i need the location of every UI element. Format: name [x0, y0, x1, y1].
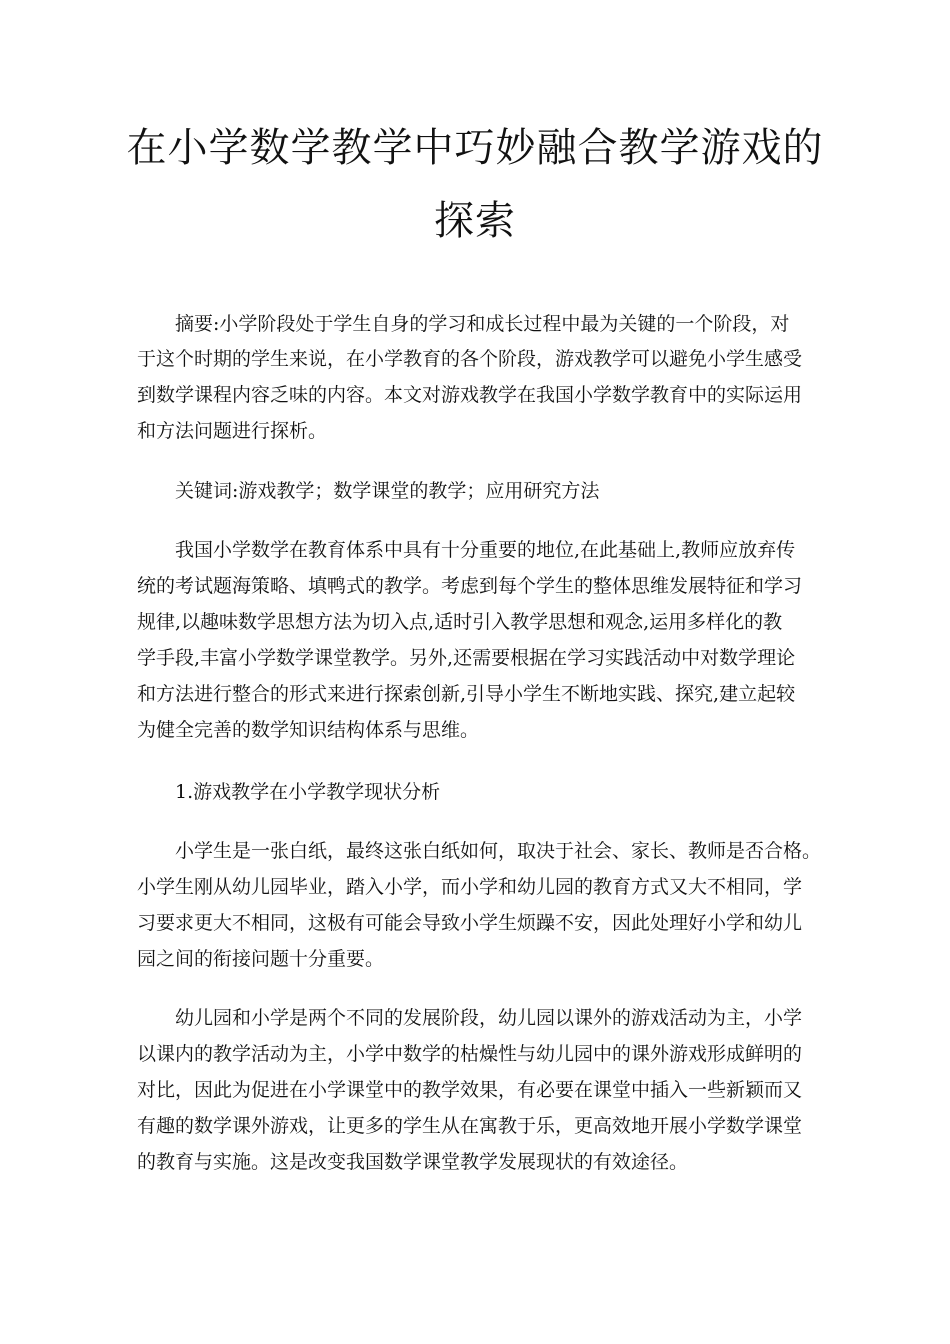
- abstract-line: 于这个时期的学生来说，在小学教育的各个阶段，游戏教学可以避免小学生感受: [137, 348, 803, 370]
- para2-line: 幼儿园和小学是两个不同的发展阶段，幼儿园以课外的游戏活动为主，小学: [175, 1007, 803, 1029]
- intro-line: 规律,以趣味数学思想方法为切入点,适时引入教学思想和观念,运用多样化的教: [137, 611, 783, 633]
- para2-line: 的教育与实施。这是改变我国数学课堂教学发展现状的有效途径。: [137, 1151, 689, 1173]
- abstract-line: 和方法问题进行探析。: [137, 420, 328, 442]
- para1-line: 习要求更大不相同，这极有可能会导致小学生烦躁不安，因此处理好小学和幼儿: [137, 912, 803, 934]
- para2-line: 有趣的数学课外游戏，让更多的学生从在寓教于乐，更高效地开展小学数学课堂: [137, 1115, 803, 1137]
- section-heading: 1.游戏教学在小学教学现状分析: [175, 781, 441, 803]
- para2-line: 对比，因此为促进在小学课堂中的教学效果，有必要在课堂中插入一些新颖而又: [137, 1079, 803, 1101]
- para2-line: 以课内的教学活动为主，小学中数学的枯燥性与幼儿园中的课外游戏形成鲜明的: [137, 1043, 803, 1065]
- abstract-line: 到数学课程内容乏味的内容。本文对游戏教学在我国小学数学教育中的实际运用: [137, 384, 803, 406]
- intro-line: 为健全完善的数学知识结构体系与思维。: [137, 719, 480, 741]
- intro-line: 学手段,丰富小学数学课堂教学。另外,还需要根据在学习实践活动中对数学理论: [137, 647, 796, 669]
- abstract-line: 摘要:小学阶段处于学生自身的学习和成长过程中最为关键的一个阶段，对: [175, 313, 790, 335]
- para1-line: 小学生是一张白纸，最终这张白纸如何，取决于社会、家长、教师是否合格。: [175, 840, 822, 862]
- title-line-1: 在小学数学教学中巧妙融合教学游戏的: [126, 125, 824, 171]
- intro-line: 统的考试题海策略、填鸭式的教学。考虑到每个学生的整体思维发展特征和学习: [137, 575, 803, 597]
- para1-line: 园之间的衔接问题十分重要。: [137, 948, 385, 970]
- intro-line: 我国小学数学在教育体系中具有十分重要的地位,在此基础上,教师应放弃传: [175, 539, 796, 561]
- keywords: 关键词:游戏教学；数学课堂的教学；应用研究方法: [175, 480, 600, 502]
- title-line-2: 探索: [434, 198, 516, 244]
- intro-line: 和方法进行整合的形式来进行探索创新,引导小学生不断地实践、探究,建立起较: [137, 683, 796, 705]
- para1-line: 小学生刚从幼儿园毕业，踏入小学，而小学和幼儿园的教育方式又大不相同，学: [137, 876, 803, 898]
